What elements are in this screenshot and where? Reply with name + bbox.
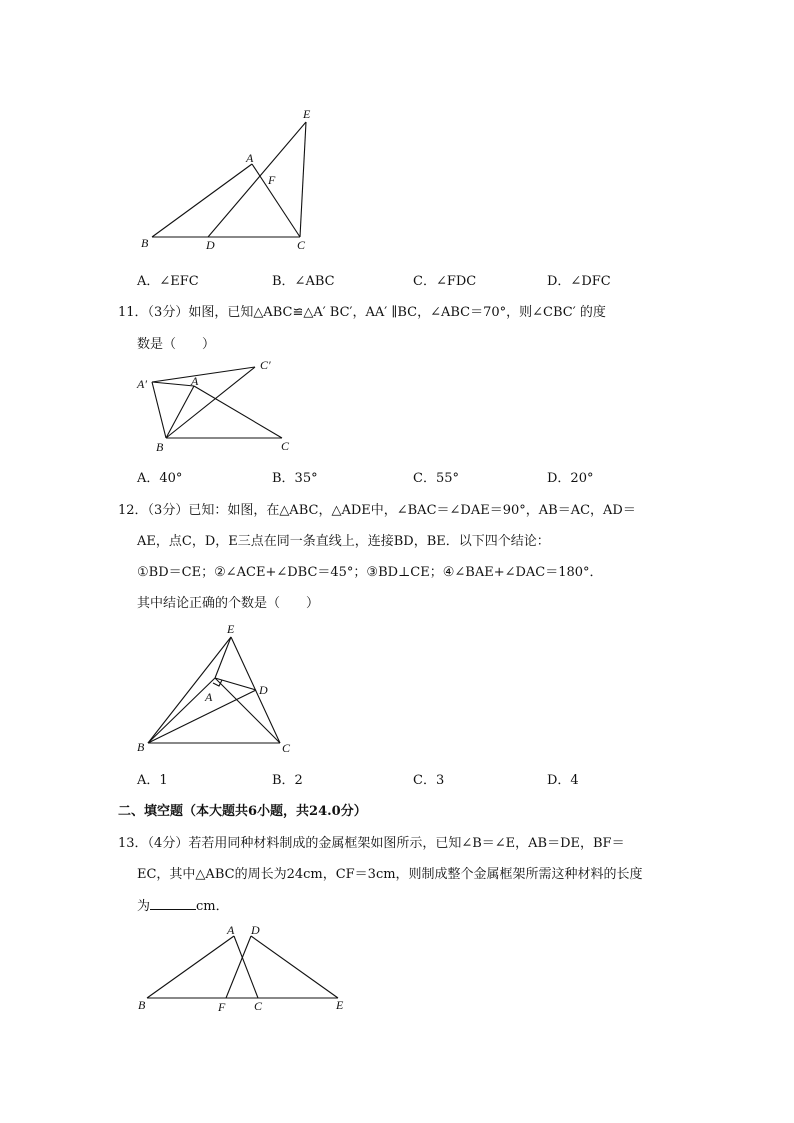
q12-label-c: C <box>282 741 291 755</box>
q11-label-a-prime: A′ <box>137 377 147 391</box>
q13-label-b: B <box>138 998 146 1012</box>
q11-option-b: B．35° <box>272 471 318 486</box>
q10-option-c: C．∠FDC <box>413 274 477 289</box>
q12-option-b: B．2 <box>272 773 303 788</box>
q11-stem-line1: 11．（3分）如图，已知△ABC≌△A′ BC′，AA′ ∥BC，∠ABC＝70°，则∠CBC′ 的度 <box>118 305 606 320</box>
q13-label-a: A <box>227 923 235 937</box>
q12-option-c: C．3 <box>413 773 445 788</box>
q10-option-b: B．∠ABC <box>272 274 335 289</box>
q12-label-b: B <box>137 740 145 754</box>
q12-option-a: A．1 <box>137 773 168 788</box>
q11-label-b: B <box>156 440 164 454</box>
q11-option-a: A．40° <box>137 471 183 486</box>
q13-line3-suffix: cm． <box>196 899 229 914</box>
q13-label-d: D <box>251 923 260 937</box>
q12-stem-line2: AE，点C，D，E三点在同一条直线上，连接BD，BE．以下四个结论： <box>137 534 550 549</box>
q10-option-d: D．∠DFC <box>547 274 611 289</box>
q10-figure <box>130 100 330 260</box>
q13-label-c: C <box>254 999 263 1013</box>
q11-label-a: A <box>191 374 199 388</box>
q10-label-b: B <box>141 236 149 250</box>
q11-stem-line2: 数是（ ） <box>137 337 216 352</box>
q11-option-c: C．55° <box>413 471 459 486</box>
q12-stem-line1: 12．（3分）已知：如图，在△ABC，△ADE中，∠BAC＝∠DAE＝90°，AB＝AC，AD＝ <box>118 503 636 518</box>
q11-label-c-prime: C′ <box>260 358 271 372</box>
q12-option-d: D．4 <box>547 773 579 788</box>
q10-option-a: A．∠EFC <box>137 274 199 289</box>
q12-stem-line4: 其中结论正确的个数是（ ） <box>137 596 320 611</box>
answer-blank <box>150 897 196 910</box>
section-title: 二、填空题（本大题共6小题，共24.0分） <box>118 804 367 819</box>
q13-stem-line2: EC，其中△ABC的周长为24cm，CF＝3cm，则制成整个金属框架所需这种材料的长度 <box>137 867 643 882</box>
q10-label-a: A <box>246 151 254 165</box>
q12-label-e: E <box>227 622 235 636</box>
q10-label-c: C <box>297 238 306 252</box>
q13-stem-line1: 13．（4分）若若用同种材料制成的金属框架如图所示，已知∠B＝∠E，AB＝DE，BF＝ <box>118 836 625 851</box>
q13-figure <box>130 918 360 1018</box>
q13-label-f: F <box>218 1000 226 1014</box>
q11-label-c: C <box>281 439 290 453</box>
q10-label-e: E <box>303 107 311 121</box>
q11-figure <box>130 355 300 455</box>
q10-label-f: F <box>268 173 276 187</box>
q12-label-a: A <box>205 690 213 704</box>
q12-stem-line3: ①BD＝CE；②∠ACE+∠DBC＝45°；③BD⊥CE；④∠BAE+∠DAC＝180°． <box>137 565 603 580</box>
q13-label-e: E <box>336 998 344 1012</box>
q11-option-d: D．20° <box>547 471 594 486</box>
q10-label-d: D <box>206 238 215 252</box>
q12-figure <box>130 615 305 760</box>
q12-label-d: D <box>259 683 268 697</box>
q13-stem-line3 <box>137 895 229 914</box>
q13-line3-prefix: 为 <box>137 899 151 914</box>
